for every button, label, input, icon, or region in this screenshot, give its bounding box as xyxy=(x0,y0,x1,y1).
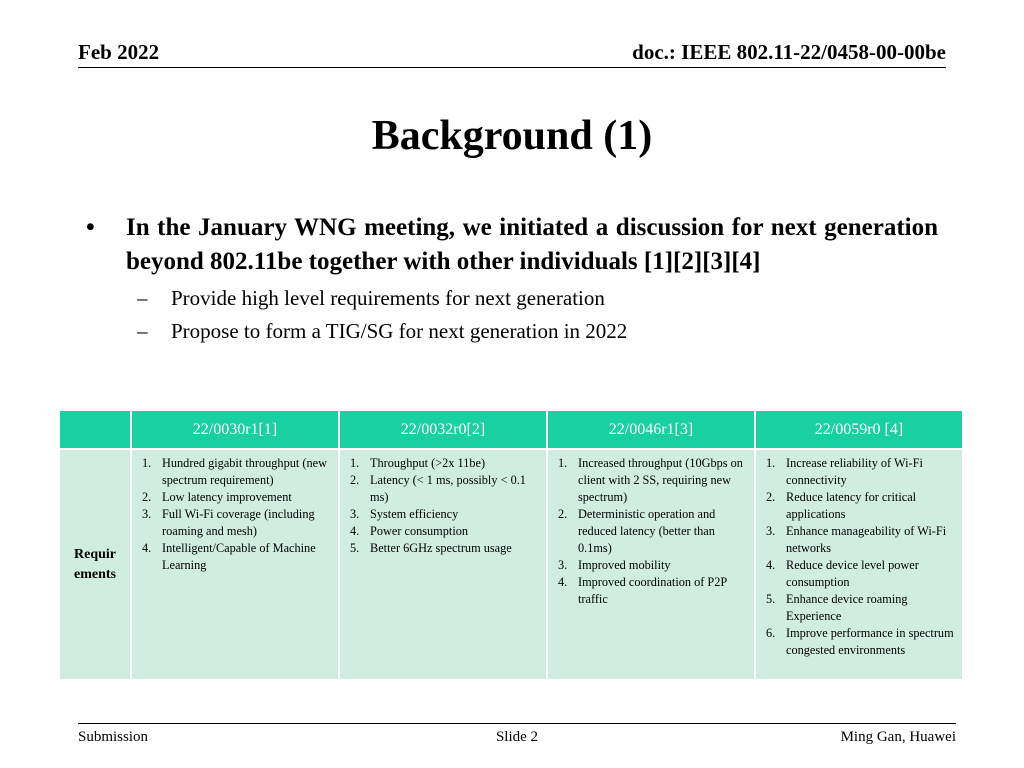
table-cell xyxy=(755,449,963,680)
list-item xyxy=(766,557,956,591)
table-corner-cell xyxy=(59,410,131,449)
list-text: Throughput (>2x 11be) xyxy=(370,456,486,470)
list-text: Full Wi-Fi coverage (including roaming and mesh) xyxy=(162,507,315,538)
list-item xyxy=(558,506,748,557)
list-text: Power consumption xyxy=(370,524,469,538)
list-item xyxy=(558,557,748,574)
list-number: 6. xyxy=(766,626,776,640)
list-text: Deterministic operation and reduced latency (better than 0.1ms) xyxy=(578,507,716,555)
list-item xyxy=(142,506,332,540)
list-number: 5. xyxy=(766,592,776,606)
requirements-table xyxy=(58,409,964,681)
header-date: Feb 2022 xyxy=(78,40,160,64)
list-item xyxy=(142,455,332,489)
sub-bullet-text: Propose to form a TIG/SG for next generation in 2022 xyxy=(171,319,628,343)
list-number: 1. xyxy=(558,456,568,470)
list-item xyxy=(142,540,332,574)
list-text: Better 6GHz spectrum usage xyxy=(370,541,512,555)
list-number: 2. xyxy=(766,490,776,504)
list-text: Hundred gigabit throughput (new spectrum requirement) xyxy=(162,456,327,487)
list-text: Enhance manageability of Wi-Fi networks xyxy=(786,524,947,555)
bullet-item xyxy=(86,211,938,279)
list-number: 1. xyxy=(766,456,776,470)
list-text: Reduce device level power consumption xyxy=(786,558,919,589)
list-item xyxy=(350,472,540,506)
list-number: 2. xyxy=(558,507,568,521)
list-text: Enhance device roaming Experience xyxy=(786,592,908,623)
requirements-list xyxy=(548,450,754,616)
list-text: Increased throughput (10Gbps on client with 2 SS, requiring new spectrum) xyxy=(578,456,743,504)
table-cell xyxy=(131,449,339,680)
list-text: Low latency improvement xyxy=(162,490,292,504)
list-number: 2. xyxy=(350,473,360,487)
list-number: 1. xyxy=(142,456,152,470)
requirements-list xyxy=(132,450,338,582)
list-item xyxy=(766,625,956,659)
bullet-text: In the January WNG meeting, we initiated a discussion for next generation beyond 802.11be together with other individuals [1][2][3][4] xyxy=(126,214,938,275)
list-text: Latency (< 1 ms, possibly < 0.1 ms) xyxy=(370,473,526,504)
list-item xyxy=(558,455,748,506)
header-doc-id: doc.: IEEE 802.11-22/0458-00-00be xyxy=(632,40,946,64)
table-row xyxy=(59,449,963,680)
sub-bullet-marker: – xyxy=(137,286,148,310)
header-divider xyxy=(78,67,946,68)
list-text: System efficiency xyxy=(370,507,459,521)
list-number: 2. xyxy=(142,490,152,504)
footer-divider xyxy=(78,723,956,724)
list-number: 4. xyxy=(350,524,360,538)
list-item xyxy=(350,455,540,472)
sub-bullet-marker: – xyxy=(137,319,148,343)
list-text: Increase reliability of Wi-Fi connectivity xyxy=(786,456,923,487)
list-number: 1. xyxy=(350,456,360,470)
list-item xyxy=(350,506,540,523)
list-text: Improve performance in spectrum congested environments xyxy=(786,626,954,657)
requirements-list xyxy=(340,450,546,565)
list-number: 5. xyxy=(350,541,360,555)
list-item xyxy=(558,574,748,608)
column-header: 22/0059r0 [4] xyxy=(755,410,963,449)
list-text: Intelligent/Capable of Machine Learning xyxy=(162,541,316,572)
list-item xyxy=(766,489,956,523)
slide-body xyxy=(86,211,938,345)
column-header: 22/0046r1[3] xyxy=(547,410,755,449)
list-text: Improved mobility xyxy=(578,558,671,572)
list-number: 4. xyxy=(766,558,776,572)
list-item xyxy=(766,455,956,489)
list-item xyxy=(350,540,540,557)
table-cell xyxy=(339,449,547,680)
requirements-list xyxy=(756,450,962,667)
list-number: 4. xyxy=(142,541,152,555)
list-number: 3. xyxy=(142,507,152,521)
column-header: 22/0030r1[1] xyxy=(131,410,339,449)
list-number: 4. xyxy=(558,575,568,589)
table-cell xyxy=(547,449,755,680)
list-number: 3. xyxy=(766,524,776,538)
list-item xyxy=(766,523,956,557)
bullet-marker: • xyxy=(86,214,95,241)
list-number: 3. xyxy=(350,507,360,521)
slide-title: Background (1) xyxy=(371,113,653,159)
sub-bullet-item xyxy=(137,318,938,345)
sub-bullet-text: Provide high level requirements for next generation xyxy=(171,286,605,310)
table-header-row xyxy=(59,410,963,449)
list-item xyxy=(350,523,540,540)
footer-slide-number: Slide 2 xyxy=(495,729,539,745)
list-item xyxy=(766,591,956,625)
list-item xyxy=(142,489,332,506)
footer-author: Ming Gan, Huawei xyxy=(840,729,956,745)
sub-bullet-item xyxy=(137,285,938,312)
footer-submission: Submission xyxy=(78,729,149,745)
column-header: 22/0032r0[2] xyxy=(339,410,547,449)
list-text: Reduce latency for critical applications xyxy=(786,490,917,521)
list-text: Improved coordination of P2P traffic xyxy=(578,575,727,606)
row-header-requirements: Requir ements xyxy=(59,449,131,680)
list-number: 3. xyxy=(558,558,568,572)
